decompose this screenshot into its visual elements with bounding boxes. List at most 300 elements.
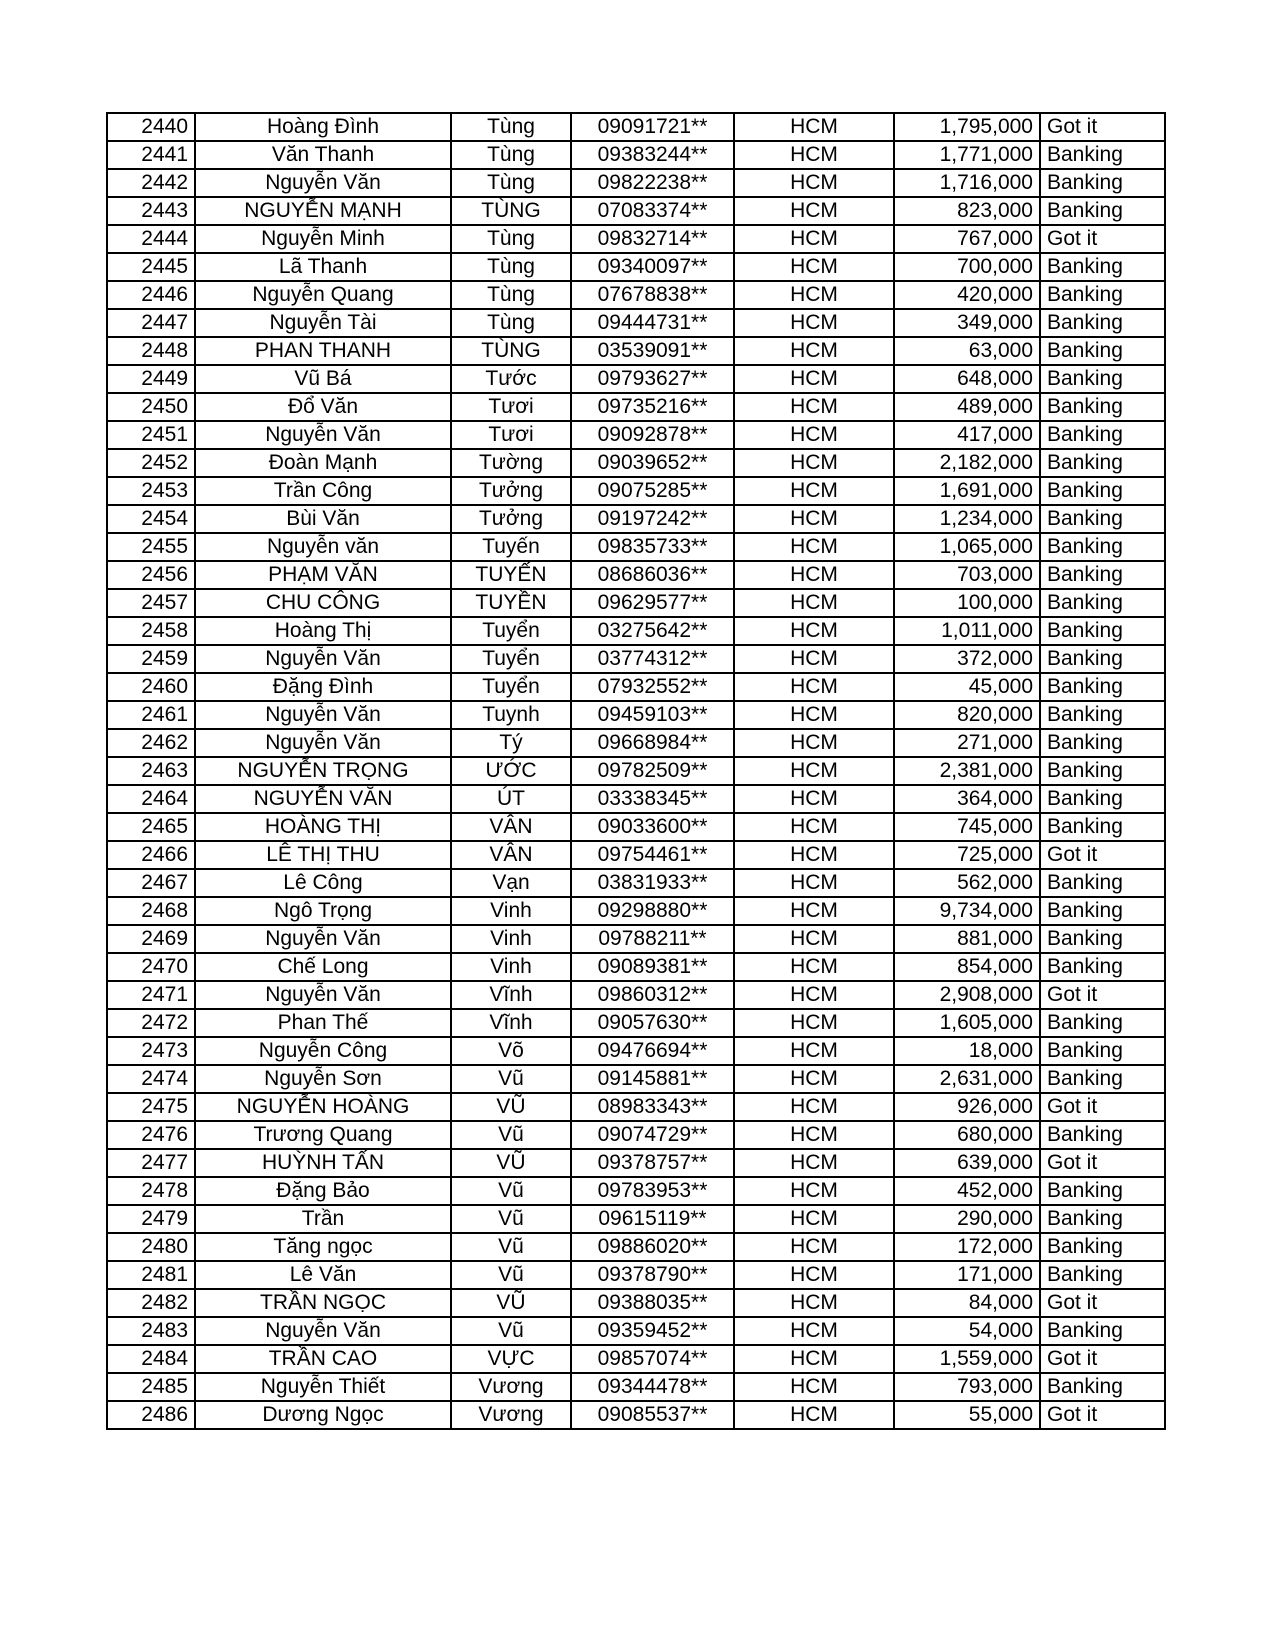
city-cell: HCM <box>734 1009 894 1037</box>
amount-cell: 18,000 <box>894 1037 1040 1065</box>
amount-cell: 45,000 <box>894 673 1040 701</box>
amount-cell: 100,000 <box>894 589 1040 617</box>
amount-cell: 372,000 <box>894 645 1040 673</box>
phone-number-cell: 09788211** <box>571 925 734 953</box>
last-middle-name-cell: Lã Thanh <box>195 253 451 281</box>
phone-number-cell: 09782509** <box>571 757 734 785</box>
row-number-cell: 2455 <box>107 533 195 561</box>
table-row <box>107 113 1165 141</box>
table-row <box>107 561 1165 589</box>
city-cell: HCM <box>734 393 894 421</box>
amount-cell: 1,771,000 <box>894 141 1040 169</box>
first-name-cell: VŨ <box>451 1149 571 1177</box>
amount-cell: 271,000 <box>894 729 1040 757</box>
amount-cell: 1,716,000 <box>894 169 1040 197</box>
first-name-cell: Tý <box>451 729 571 757</box>
first-name-cell: TÙNG <box>451 337 571 365</box>
table-row <box>107 953 1165 981</box>
first-name-cell: Vĩnh <box>451 1009 571 1037</box>
payment-method-cell: Banking <box>1040 253 1165 281</box>
city-cell: HCM <box>734 477 894 505</box>
phone-number-cell: 09340097** <box>571 253 734 281</box>
amount-cell: 84,000 <box>894 1289 1040 1317</box>
table-row <box>107 197 1165 225</box>
last-middle-name-cell: Bùi Văn <box>195 505 451 533</box>
last-middle-name-cell: Lê Văn <box>195 1261 451 1289</box>
first-name-cell: Tuynh <box>451 701 571 729</box>
last-middle-name-cell: Đổ Văn <box>195 393 451 421</box>
row-number-cell: 2468 <box>107 897 195 925</box>
amount-cell: 648,000 <box>894 365 1040 393</box>
phone-number-cell: 09085537** <box>571 1401 734 1429</box>
table-row <box>107 393 1165 421</box>
city-cell: HCM <box>734 1177 894 1205</box>
payment-method-cell: Banking <box>1040 617 1165 645</box>
phone-number-cell: 09359452** <box>571 1317 734 1345</box>
city-cell: HCM <box>734 1093 894 1121</box>
table-row <box>107 897 1165 925</box>
row-number-cell: 2483 <box>107 1317 195 1345</box>
amount-cell: 9,734,000 <box>894 897 1040 925</box>
phone-number-cell: 09378790** <box>571 1261 734 1289</box>
first-name-cell: TUYẾN <box>451 561 571 589</box>
city-cell: HCM <box>734 1065 894 1093</box>
phone-number-cell: 09145881** <box>571 1065 734 1093</box>
amount-cell: 1,795,000 <box>894 113 1040 141</box>
amount-cell: 1,691,000 <box>894 477 1040 505</box>
city-cell: HCM <box>734 533 894 561</box>
last-middle-name-cell: Hoàng Đình <box>195 113 451 141</box>
table-row <box>107 1149 1165 1177</box>
row-number-cell: 2464 <box>107 785 195 813</box>
row-number-cell: 2473 <box>107 1037 195 1065</box>
amount-cell: 823,000 <box>894 197 1040 225</box>
table-row <box>107 785 1165 813</box>
row-number-cell: 2451 <box>107 421 195 449</box>
first-name-cell: TÙNG <box>451 197 571 225</box>
payment-method-cell: Banking <box>1040 1373 1165 1401</box>
last-middle-name-cell: NGUYỄN VĂN <box>195 785 451 813</box>
row-number-cell: 2460 <box>107 673 195 701</box>
last-middle-name-cell: NGUYỄN HOÀNG <box>195 1093 451 1121</box>
amount-cell: 417,000 <box>894 421 1040 449</box>
first-name-cell: Vũ <box>451 1317 571 1345</box>
table-row <box>107 701 1165 729</box>
phone-number-cell: 09615119** <box>571 1205 734 1233</box>
row-number-cell: 2443 <box>107 197 195 225</box>
last-middle-name-cell: Nguyễn Thiết <box>195 1373 451 1401</box>
table-row <box>107 1177 1165 1205</box>
row-number-cell: 2448 <box>107 337 195 365</box>
amount-cell: 2,631,000 <box>894 1065 1040 1093</box>
city-cell: HCM <box>734 1289 894 1317</box>
last-middle-name-cell: LÊ THỊ THU <box>195 841 451 869</box>
amount-cell: 639,000 <box>894 1149 1040 1177</box>
table-row <box>107 1065 1165 1093</box>
table-row <box>107 981 1165 1009</box>
phone-number-cell: 09092878** <box>571 421 734 449</box>
city-cell: HCM <box>734 337 894 365</box>
table-row <box>107 729 1165 757</box>
row-number-cell: 2474 <box>107 1065 195 1093</box>
city-cell: HCM <box>734 925 894 953</box>
row-number-cell: 2469 <box>107 925 195 953</box>
row-number-cell: 2449 <box>107 365 195 393</box>
row-number-cell: 2463 <box>107 757 195 785</box>
table-row <box>107 1233 1165 1261</box>
payment-method-cell: Banking <box>1040 953 1165 981</box>
row-number-cell: 2480 <box>107 1233 195 1261</box>
payment-method-cell: Banking <box>1040 505 1165 533</box>
last-middle-name-cell: Hoàng Thị <box>195 617 451 645</box>
amount-cell: 562,000 <box>894 869 1040 897</box>
amount-cell: 54,000 <box>894 1317 1040 1345</box>
row-number-cell: 2450 <box>107 393 195 421</box>
amount-cell: 793,000 <box>894 1373 1040 1401</box>
winners-table <box>106 112 1166 1430</box>
payment-method-cell: Banking <box>1040 1065 1165 1093</box>
table-row <box>107 505 1165 533</box>
last-middle-name-cell: Ngô Trọng <box>195 897 451 925</box>
phone-number-cell: 08983343** <box>571 1093 734 1121</box>
last-middle-name-cell: PHAN THANH <box>195 337 451 365</box>
amount-cell: 2,381,000 <box>894 757 1040 785</box>
phone-number-cell: 09476694** <box>571 1037 734 1065</box>
payment-method-cell: Banking <box>1040 337 1165 365</box>
payment-method-cell: Banking <box>1040 1233 1165 1261</box>
amount-cell: 725,000 <box>894 841 1040 869</box>
city-cell: HCM <box>734 981 894 1009</box>
table-row <box>107 1261 1165 1289</box>
city-cell: HCM <box>734 1121 894 1149</box>
row-number-cell: 2444 <box>107 225 195 253</box>
last-middle-name-cell: Đoàn Mạnh <box>195 449 451 477</box>
payment-method-cell: Banking <box>1040 1009 1165 1037</box>
row-number-cell: 2465 <box>107 813 195 841</box>
payment-method-cell: Banking <box>1040 897 1165 925</box>
city-cell: HCM <box>734 897 894 925</box>
row-number-cell: 2472 <box>107 1009 195 1037</box>
last-middle-name-cell: Nguyễn Công <box>195 1037 451 1065</box>
amount-cell: 745,000 <box>894 813 1040 841</box>
first-name-cell: Tuyến <box>451 533 571 561</box>
phone-number-cell: 09075285** <box>571 477 734 505</box>
last-middle-name-cell: Nguyễn Sơn <box>195 1065 451 1093</box>
amount-cell: 349,000 <box>894 309 1040 337</box>
city-cell: HCM <box>734 225 894 253</box>
amount-cell: 172,000 <box>894 1233 1040 1261</box>
row-number-cell: 2453 <box>107 477 195 505</box>
amount-cell: 854,000 <box>894 953 1040 981</box>
first-name-cell: Tùng <box>451 169 571 197</box>
row-number-cell: 2482 <box>107 1289 195 1317</box>
city-cell: HCM <box>734 113 894 141</box>
payment-method-cell: Banking <box>1040 393 1165 421</box>
amount-cell: 2,182,000 <box>894 449 1040 477</box>
table-row <box>107 141 1165 169</box>
last-middle-name-cell: Nguyễn Văn <box>195 645 451 673</box>
payment-method-cell: Banking <box>1040 1037 1165 1065</box>
last-middle-name-cell: Nguyễn Văn <box>195 981 451 1009</box>
last-middle-name-cell: TRẦN CAO <box>195 1345 451 1373</box>
payment-method-cell: Got it <box>1040 225 1165 253</box>
row-number-cell: 2452 <box>107 449 195 477</box>
first-name-cell: Tùng <box>451 281 571 309</box>
row-number-cell: 2454 <box>107 505 195 533</box>
first-name-cell: Vũ <box>451 1205 571 1233</box>
first-name-cell: VỰC <box>451 1345 571 1373</box>
payment-method-cell: Got it <box>1040 1289 1165 1317</box>
phone-number-cell: 09378757** <box>571 1149 734 1177</box>
city-cell: HCM <box>734 645 894 673</box>
phone-number-cell: 09039652** <box>571 449 734 477</box>
row-number-cell: 2479 <box>107 1205 195 1233</box>
table-row <box>107 1401 1165 1429</box>
last-middle-name-cell: Nguyễn Văn <box>195 169 451 197</box>
last-middle-name-cell: Đặng Đình <box>195 673 451 701</box>
payment-method-cell: Banking <box>1040 925 1165 953</box>
payment-method-cell: Got it <box>1040 1401 1165 1429</box>
payment-method-cell: Got it <box>1040 1345 1165 1373</box>
city-cell: HCM <box>734 1233 894 1261</box>
first-name-cell: VŨ <box>451 1093 571 1121</box>
first-name-cell: VÂN <box>451 813 571 841</box>
last-middle-name-cell: Đặng Bảo <box>195 1177 451 1205</box>
first-name-cell: TUYỀN <box>451 589 571 617</box>
table-row <box>107 477 1165 505</box>
last-middle-name-cell: NGUYỄN MẠNH <box>195 197 451 225</box>
last-middle-name-cell: TRẦN NGỌC <box>195 1289 451 1317</box>
first-name-cell: Võ <box>451 1037 571 1065</box>
payment-method-cell: Got it <box>1040 981 1165 1009</box>
last-middle-name-cell: PHẠM VĂN <box>195 561 451 589</box>
city-cell: HCM <box>734 673 894 701</box>
city-cell: HCM <box>734 785 894 813</box>
city-cell: HCM <box>734 869 894 897</box>
phone-number-cell: 07083374** <box>571 197 734 225</box>
phone-number-cell: 09822238** <box>571 169 734 197</box>
payment-method-cell: Got it <box>1040 1093 1165 1121</box>
amount-cell: 1,011,000 <box>894 617 1040 645</box>
phone-number-cell: 09344478** <box>571 1373 734 1401</box>
last-middle-name-cell: HUỲNH TẤN <box>195 1149 451 1177</box>
amount-cell: 290,000 <box>894 1205 1040 1233</box>
row-number-cell: 2477 <box>107 1149 195 1177</box>
first-name-cell: Tươi <box>451 421 571 449</box>
table-row <box>107 225 1165 253</box>
amount-cell: 364,000 <box>894 785 1040 813</box>
city-cell: HCM <box>734 1401 894 1429</box>
payment-method-cell: Banking <box>1040 645 1165 673</box>
amount-cell: 1,234,000 <box>894 505 1040 533</box>
phone-number-cell: 09089381** <box>571 953 734 981</box>
amount-cell: 926,000 <box>894 1093 1040 1121</box>
city-cell: HCM <box>734 561 894 589</box>
phone-number-cell: 09793627** <box>571 365 734 393</box>
first-name-cell: Tuyển <box>451 617 571 645</box>
city-cell: HCM <box>734 281 894 309</box>
table-row <box>107 589 1165 617</box>
city-cell: HCM <box>734 701 894 729</box>
first-name-cell: Vũ <box>451 1261 571 1289</box>
table-row <box>107 421 1165 449</box>
row-number-cell: 2471 <box>107 981 195 1009</box>
table-row <box>107 813 1165 841</box>
payment-method-cell: Banking <box>1040 701 1165 729</box>
payment-method-cell: Banking <box>1040 1121 1165 1149</box>
first-name-cell: Tưởng <box>451 477 571 505</box>
city-cell: HCM <box>734 729 894 757</box>
amount-cell: 1,065,000 <box>894 533 1040 561</box>
payment-method-cell: Banking <box>1040 1317 1165 1345</box>
row-number-cell: 2486 <box>107 1401 195 1429</box>
last-middle-name-cell: CHU CÔNG <box>195 589 451 617</box>
last-middle-name-cell: Chế Long <box>195 953 451 981</box>
phone-number-cell: 09860312** <box>571 981 734 1009</box>
first-name-cell: VÂN <box>451 841 571 869</box>
table-row <box>107 1205 1165 1233</box>
payment-method-cell: Banking <box>1040 533 1165 561</box>
amount-cell: 700,000 <box>894 253 1040 281</box>
amount-cell: 703,000 <box>894 561 1040 589</box>
city-cell: HCM <box>734 1149 894 1177</box>
first-name-cell: VŨ <box>451 1289 571 1317</box>
city-cell: HCM <box>734 1373 894 1401</box>
table-row <box>107 1037 1165 1065</box>
payment-method-cell: Banking <box>1040 673 1165 701</box>
last-middle-name-cell: Lê Công <box>195 869 451 897</box>
phone-number-cell: 03275642** <box>571 617 734 645</box>
table-row <box>107 281 1165 309</box>
table-row <box>107 1121 1165 1149</box>
phone-number-cell: 09735216** <box>571 393 734 421</box>
payment-method-cell: Banking <box>1040 869 1165 897</box>
table-row <box>107 365 1165 393</box>
table-row <box>107 869 1165 897</box>
payment-method-cell: Banking <box>1040 813 1165 841</box>
phone-number-cell: 09057630** <box>571 1009 734 1037</box>
phone-number-cell: 09383244** <box>571 141 734 169</box>
table-row <box>107 533 1165 561</box>
city-cell: HCM <box>734 1317 894 1345</box>
first-name-cell: Tùng <box>451 225 571 253</box>
first-name-cell: Tuyển <box>451 645 571 673</box>
row-number-cell: 2441 <box>107 141 195 169</box>
payment-method-cell: Banking <box>1040 561 1165 589</box>
phone-number-cell: 09074729** <box>571 1121 734 1149</box>
last-middle-name-cell: Văn Thanh <box>195 141 451 169</box>
payment-method-cell: Banking <box>1040 589 1165 617</box>
row-number-cell: 2445 <box>107 253 195 281</box>
phone-number-cell: 09668984** <box>571 729 734 757</box>
phone-number-cell: 09832714** <box>571 225 734 253</box>
table-row <box>107 673 1165 701</box>
city-cell: HCM <box>734 953 894 981</box>
row-number-cell: 2476 <box>107 1121 195 1149</box>
phone-number-cell: 09298880** <box>571 897 734 925</box>
amount-cell: 489,000 <box>894 393 1040 421</box>
payment-method-cell: Banking <box>1040 309 1165 337</box>
row-number-cell: 2467 <box>107 869 195 897</box>
last-middle-name-cell: Nguyễn Văn <box>195 701 451 729</box>
first-name-cell: Tùng <box>451 253 571 281</box>
table-row <box>107 1345 1165 1373</box>
first-name-cell: Vũ <box>451 1065 571 1093</box>
city-cell: HCM <box>734 617 894 645</box>
table-row <box>107 309 1165 337</box>
phone-number-cell: 09754461** <box>571 841 734 869</box>
first-name-cell: Vũ <box>451 1233 571 1261</box>
payment-method-cell: Banking <box>1040 757 1165 785</box>
table-row <box>107 925 1165 953</box>
amount-cell: 1,559,000 <box>894 1345 1040 1373</box>
first-name-cell: Vương <box>451 1373 571 1401</box>
amount-cell: 452,000 <box>894 1177 1040 1205</box>
last-middle-name-cell: Vũ Bá <box>195 365 451 393</box>
table-row <box>107 1009 1165 1037</box>
first-name-cell: Tước <box>451 365 571 393</box>
table-row <box>107 1093 1165 1121</box>
phone-number-cell: 03338345** <box>571 785 734 813</box>
row-number-cell: 2447 <box>107 309 195 337</box>
first-name-cell: Vĩnh <box>451 981 571 1009</box>
last-middle-name-cell: Nguyễn Văn <box>195 1317 451 1345</box>
row-number-cell: 2485 <box>107 1373 195 1401</box>
payment-method-cell: Banking <box>1040 1261 1165 1289</box>
phone-number-cell: 09886020** <box>571 1233 734 1261</box>
payment-method-cell: Banking <box>1040 197 1165 225</box>
payment-method-cell: Got it <box>1040 1149 1165 1177</box>
city-cell: HCM <box>734 449 894 477</box>
first-name-cell: Tùng <box>451 309 571 337</box>
city-cell: HCM <box>734 1205 894 1233</box>
last-middle-name-cell: Dương Ngọc <box>195 1401 451 1429</box>
phone-number-cell: 08686036** <box>571 561 734 589</box>
last-middle-name-cell: Nguyễn Văn <box>195 729 451 757</box>
row-number-cell: 2484 <box>107 1345 195 1373</box>
payment-method-cell: Banking <box>1040 449 1165 477</box>
first-name-cell: Tươi <box>451 393 571 421</box>
table-row <box>107 1289 1165 1317</box>
city-cell: HCM <box>734 1261 894 1289</box>
first-name-cell: Vinh <box>451 897 571 925</box>
payment-method-cell: Banking <box>1040 169 1165 197</box>
first-name-cell: ƯỚC <box>451 757 571 785</box>
payment-method-cell: Banking <box>1040 1177 1165 1205</box>
last-middle-name-cell: Nguyễn Quang <box>195 281 451 309</box>
phone-number-cell: 07932552** <box>571 673 734 701</box>
row-number-cell: 2481 <box>107 1261 195 1289</box>
phone-number-cell: 09197242** <box>571 505 734 533</box>
last-middle-name-cell: Nguyễn Văn <box>195 421 451 449</box>
row-number-cell: 2456 <box>107 561 195 589</box>
table-row <box>107 1317 1165 1345</box>
payment-method-cell: Got it <box>1040 113 1165 141</box>
table-row <box>107 253 1165 281</box>
last-middle-name-cell: Nguyễn Tài <box>195 309 451 337</box>
last-middle-name-cell: Trương Quang <box>195 1121 451 1149</box>
first-name-cell: Vũ <box>451 1121 571 1149</box>
table-row <box>107 617 1165 645</box>
row-number-cell: 2462 <box>107 729 195 757</box>
phone-number-cell: 09629577** <box>571 589 734 617</box>
payment-method-cell: Got it <box>1040 841 1165 869</box>
table-row <box>107 337 1165 365</box>
table-row <box>107 449 1165 477</box>
payment-method-cell: Banking <box>1040 477 1165 505</box>
row-number-cell: 2475 <box>107 1093 195 1121</box>
amount-cell: 680,000 <box>894 1121 1040 1149</box>
